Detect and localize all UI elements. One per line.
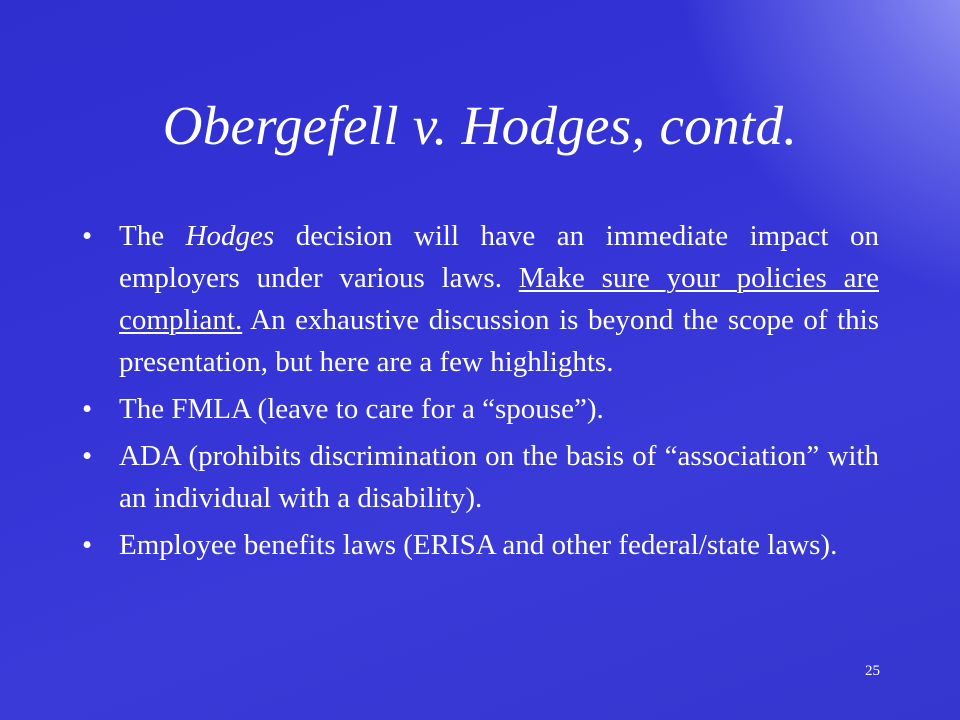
page-number: 25: [865, 663, 880, 679]
bullet-icon: •: [82, 220, 93, 252]
bullet-text: decision will have an immediate impact on employers under various laws.: [119, 220, 880, 294]
bullet-text: An exhaustive discussion is beyond the scope of this presentation, but here are a few highlights.: [119, 304, 879, 378]
case-name-italic: Hodges: [185, 220, 275, 252]
bullet-list: [82, 215, 879, 571]
bullet-text: The FMLA (leave to care for a “spouse”).: [119, 393, 604, 425]
bullet-icon: •: [82, 393, 93, 425]
bullet-item-ada: [82, 435, 879, 519]
bullet-text: ADA (prohibits discrimination on the basis of “association” with an individual with a disability).: [119, 440, 879, 514]
bullet-text: The: [119, 220, 186, 252]
bullet-icon: •: [82, 529, 93, 561]
slide-title: Obergefell v. Hodges, contd.: [162, 95, 798, 156]
bullet-text: Employee benefits laws (ERISA and other federal/state laws).: [119, 529, 838, 561]
bullet-item-benefits-laws: [82, 524, 879, 566]
bullet-item-hodges-impact: [82, 215, 879, 383]
bullet-icon: •: [82, 440, 93, 472]
underlined-emphasis: Make sure your policies are compliant.: [119, 262, 879, 336]
bullet-item-fmla: [82, 388, 879, 430]
